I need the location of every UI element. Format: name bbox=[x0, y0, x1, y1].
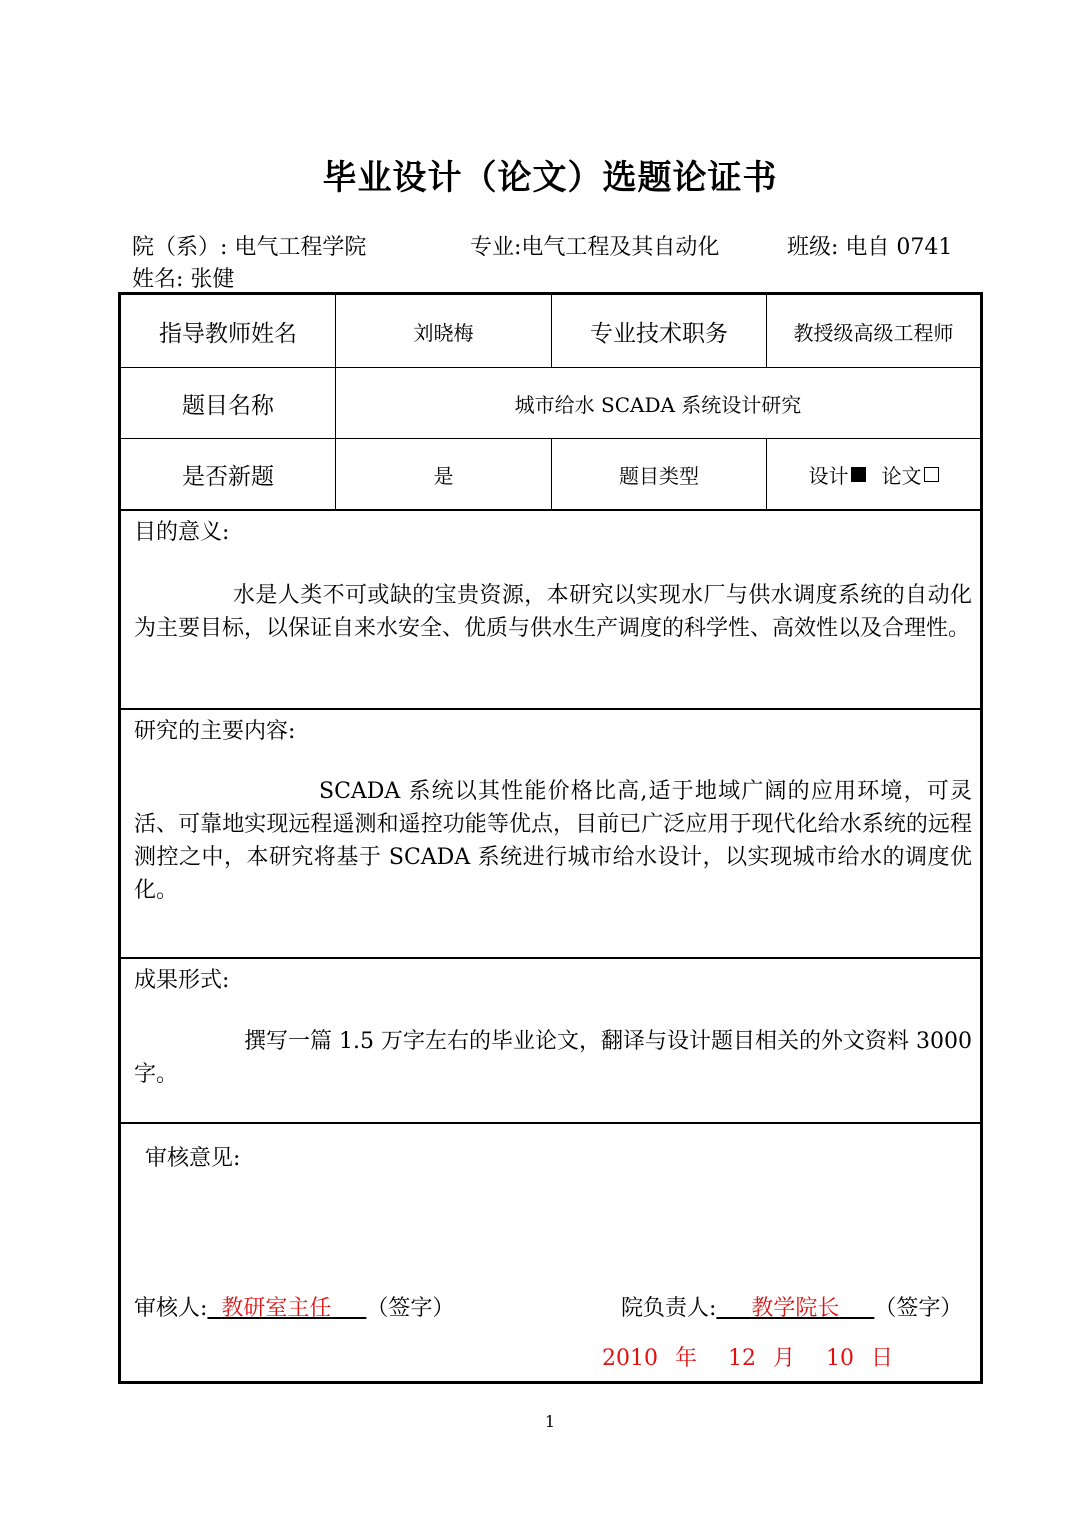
row-divider bbox=[121, 509, 980, 511]
major: 专业:电气工程及其自动化 bbox=[470, 235, 720, 260]
content-text: SCADA 系统以其性能价格比高,适于地域广阔的应用环境，可灵活、可靠地实现远程遥测和遥控功能等优点，目前已广泛应用于现代化给水系统的远程测控之中，本研究将基于 SCADA 系统进行城市给水设计，以实现城市给水的调度优化。 bbox=[134, 779, 972, 903]
result-text: 撰写一篇 1.5 万字左右的毕业论文，翻译与设计题目相关的外文资料 3000 字。 bbox=[134, 1029, 972, 1087]
page-number: 1 bbox=[544, 1412, 556, 1431]
student-name: 姓名: 张健 bbox=[132, 267, 235, 292]
design-checkbox[interactable] bbox=[851, 467, 866, 482]
department: 院（系）: 电气工程学院 bbox=[132, 235, 367, 260]
topic-value: 城市给水 SCADA 系统设计研究 bbox=[514, 392, 802, 417]
content-label: 研究的主要内容: bbox=[134, 719, 296, 744]
thesis-checkbox[interactable] bbox=[924, 467, 939, 482]
class: 班级: 电自 0741 bbox=[787, 235, 953, 260]
reviewer-value: 教研室主任 bbox=[221, 1296, 332, 1321]
form-table bbox=[118, 292, 983, 1384]
date-year-unit: 年 bbox=[675, 1346, 698, 1371]
review-date bbox=[602, 1341, 893, 1372]
purpose-text: 水是人类不可或缺的宝贵资源，本研究以实现水厂与供水调度系统的自动化为主要目标，以保证自来水安全、优质与供水生产调度的科学性、高效性以及合理性。 bbox=[134, 583, 972, 641]
dean-signature bbox=[621, 1291, 962, 1322]
dean-value: 教学院长 bbox=[751, 1296, 840, 1321]
title-rank-label: 专业技术职务 bbox=[590, 320, 728, 347]
result-label: 成果形式: bbox=[134, 968, 230, 993]
date-month-unit: 月 bbox=[773, 1346, 796, 1371]
type-design-label: 设计 bbox=[808, 463, 849, 488]
row-divider bbox=[121, 708, 980, 710]
reviewer-line bbox=[207, 1296, 366, 1321]
reviewer-label: 审核人: bbox=[134, 1296, 208, 1321]
document-title: 毕业设计（论文）选题论证书 bbox=[322, 158, 778, 198]
topic-type-label: 题目类型 bbox=[619, 463, 699, 488]
title-rank-value: 教授级高级工程师 bbox=[793, 320, 954, 345]
dean-label: 院负责人: bbox=[621, 1296, 717, 1321]
date-day: 10 bbox=[826, 1346, 855, 1371]
date-month: 12 bbox=[728, 1346, 757, 1371]
dean-suffix: （签字） bbox=[874, 1296, 963, 1321]
row-divider bbox=[121, 957, 980, 959]
purpose-label: 目的意义: bbox=[134, 520, 230, 545]
reviewer-signature bbox=[134, 1291, 454, 1322]
reviewer-suffix: （签字） bbox=[366, 1296, 455, 1321]
type-thesis-label: 论文 bbox=[881, 463, 922, 488]
topic-label: 题目名称 bbox=[182, 392, 274, 419]
review-label: 审核意见: bbox=[145, 1146, 241, 1171]
topic-type-options bbox=[767, 439, 980, 509]
date-day-unit: 日 bbox=[871, 1346, 894, 1371]
advisor-label: 指导教师姓名 bbox=[159, 320, 297, 347]
dean-line bbox=[716, 1296, 874, 1321]
new-topic-label: 是否新题 bbox=[182, 463, 274, 490]
advisor-value: 刘晓梅 bbox=[413, 320, 474, 345]
new-topic-value: 是 bbox=[433, 463, 454, 488]
row-divider bbox=[121, 1122, 980, 1124]
date-year: 2010 bbox=[602, 1346, 658, 1371]
